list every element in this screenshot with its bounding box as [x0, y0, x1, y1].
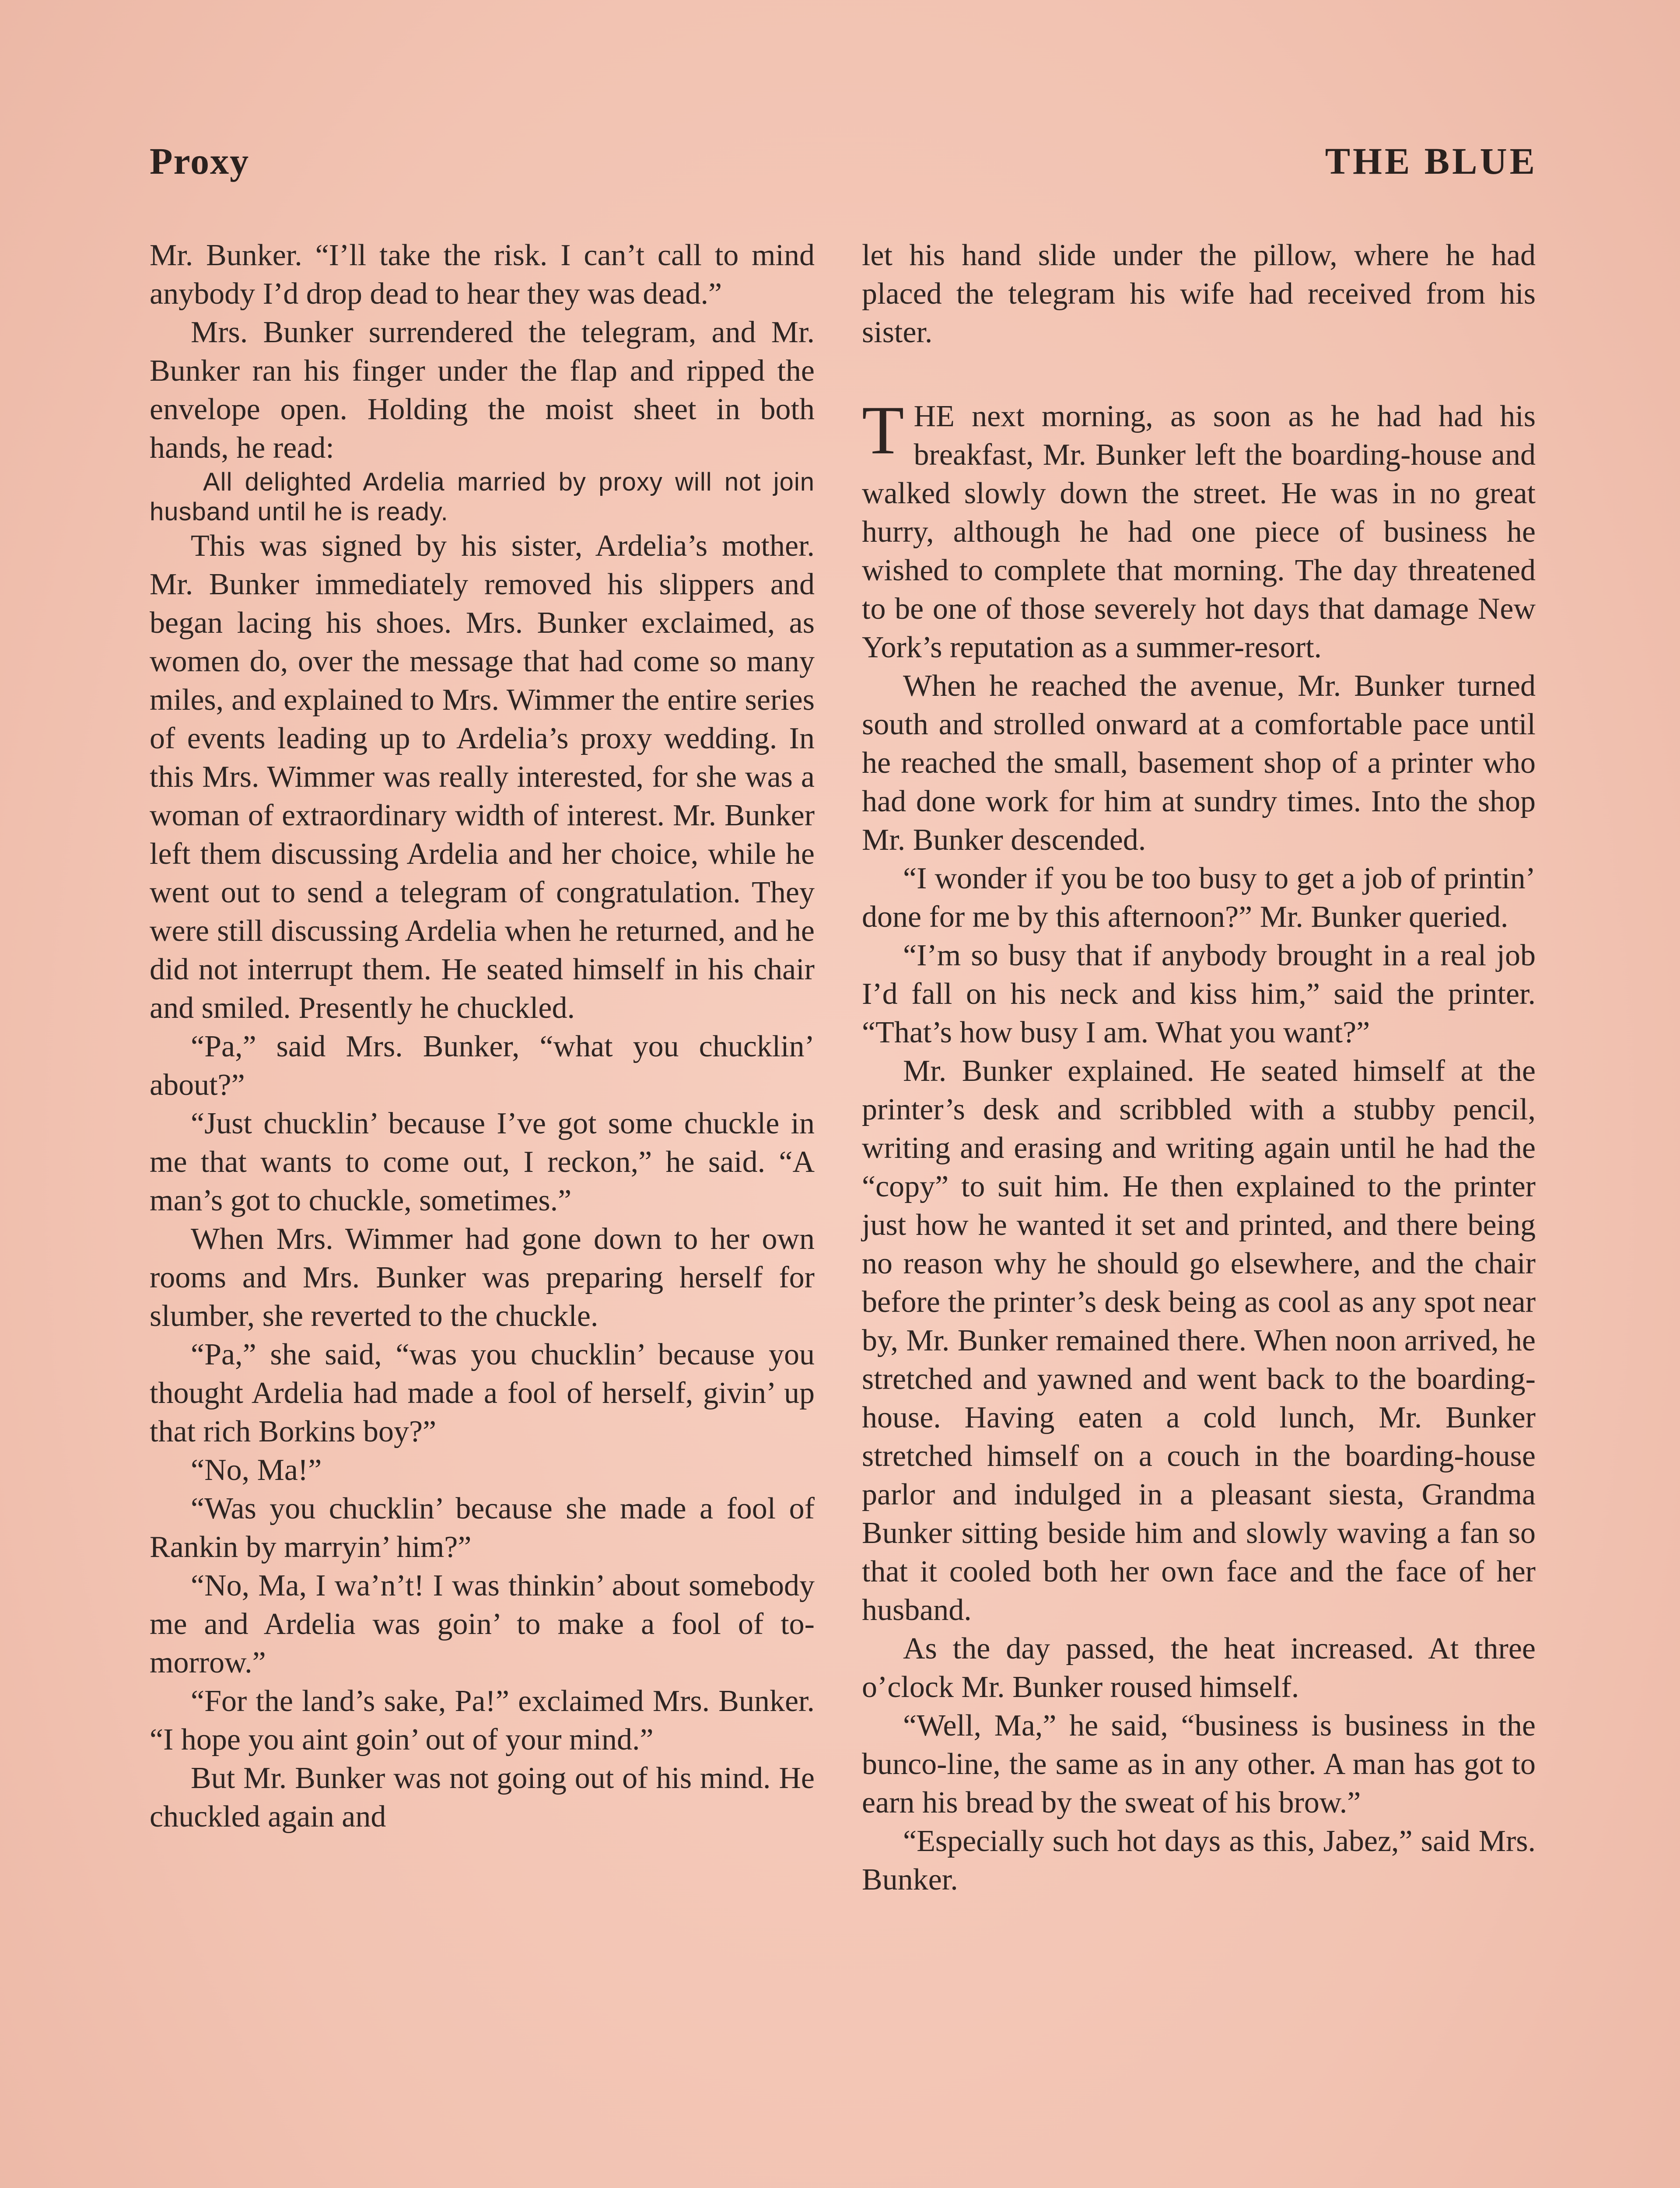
paragraph: Mr. Bunker. “I’ll take the risk. I can’t call to mind anybody I’d drop dead to hear they was dead.” [150, 238, 815, 311]
paragraph: “Just chucklin’ because I’ve got some chuckle in me that wants to come out, I reckon,” he said. “A man’s got to chuckle, sometimes.” [150, 1107, 815, 1217]
story-title-header: Proxy [150, 140, 250, 182]
section-start-paragraph [862, 392, 1536, 667]
paragraph-text: HE next morning, as soon as he had had his breakfast, Mr. Bunker left the boarding-house and walked slowly down the street. He was in no great hurry, although he had one piece of business he wished to complete that morning. The day threatened to be one of those severely hot days that damage New York’s reputation as a summer-resort. [862, 400, 1536, 664]
magazine-title-header: THE BLUE [1325, 140, 1537, 182]
paragraph: “No, Ma!” [191, 1453, 322, 1487]
paragraph: When Mrs. Wimmer had gone down to her own rooms and Mrs. Bunker was preparing herself for slumber, she reverted to the chuckle. [150, 1222, 815, 1333]
paragraph: As the day passed, the heat increased. At three o’clock Mr. Bunker roused himself. [862, 1632, 1536, 1704]
paragraph: “Especially such hot days as this, Jabez,” said Mrs. Bunker. [862, 1824, 1536, 1897]
paragraph: “For the land’s sake, Pa!” exclaimed Mrs. Bunker. “I hope you aint goin’ out of your mind.” [150, 1684, 815, 1757]
paragraph: This was signed by his sister, Ardelia’s mother. Mr. Bunker immediately removed his slippers and began lacing his shoes. Mrs. Bunker exclaimed, as women do, over the message that had come so many miles, and explained to Mrs. Wimmer the entire series of events leading up to Ardelia’s proxy wedding. In this Mrs. Wimmer was really interested, for she was a woman of extraordinary width of interest. Mr. Bunker left them discussing Ardelia and her choice, while he went out to send a telegram of congratulation. They were still discussing Ardelia when he returned, and he did not interrupt them. He seated himself in his chair and smiled. Presently he chuckled. [150, 529, 815, 1025]
paragraph: “Pa,” she said, “was you chucklin’ because you thought Ardelia had made a fool of herself, givin’ up that rich Borkins boy?” [150, 1338, 815, 1448]
paragraph: “I wonder if you be too busy to get a job of printin’ done for me by this afternoon?” Mr. Bunker queried. [862, 862, 1536, 934]
paragraph: “I’m so busy that if anybody brought in a real job I’d fall on his neck and kiss him,” said the printer. “That’s how busy I am. What you want?” [862, 939, 1536, 1049]
paragraph: When he reached the avenue, Mr. Bunker turned south and strolled onward at a comfortable pace until he reached the small, basement shop of a printer who had done work for him at sundry times. Into the shop Mr. Bunker descended. [862, 669, 1536, 857]
paragraph: “Well, Ma,” he said, “business is business in the bunco-line, the same as in any other. A man has got to earn his bread by the sweat of his brow.” [862, 1709, 1536, 1820]
drop-cap: T [862, 392, 904, 469]
telegram-text: All delighted Ardelia married by proxy will not join husband until he is ready. [150, 468, 815, 526]
paragraph: “Was you chucklin’ because she made a fool of Rankin by marryin’ him?” [150, 1492, 815, 1564]
paragraph: Mrs. Bunker surrendered the telegram, and Mr. Bunker ran his finger under the flap and ripped the envelope open. Holding the moist sheet in both hands, he read: [150, 316, 815, 465]
right-text-column [862, 236, 1536, 1899]
paragraph: Mr. Bunker explained. He seated himself at the printer’s desk and scribbled with a stubby pencil, writing and erasing and writing again until he had the “copy” to suit him. He then explained to the printer just how he wanted it set and printed, and there being no reason why he should go elsewhere, and the chair before the printer’s desk being as cool as any spot near by, Mr. Bunker remained there. When noon arrived, he stretched and yawned and went back to the boarding-house. Having eaten a cold lunch, Mr. Bunker stretched himself on a couch in the boarding-house parlor and indulged in a pleasant siesta, Grandma Bunker sitting beside him and slowly waving a fan so that it cooled both her own face and the face of her husband. [862, 1054, 1536, 1627]
paragraph: let his hand slide under the pillow, where he had placed the telegram his wife had received from his sister. [862, 238, 1536, 349]
paragraph: “Pa,” said Mrs. Bunker, “what you chucklin’ about?” [150, 1030, 815, 1102]
paragraph: But Mr. Bunker was not going out of his mind. He chuckled again and [150, 1761, 815, 1834]
left-text-column [150, 236, 815, 1836]
paragraph: “No, Ma, I wa’n’t! I was thinkin’ about somebody me and Ardelia was goin’ to make a fool of to-morrow.” [150, 1569, 815, 1680]
